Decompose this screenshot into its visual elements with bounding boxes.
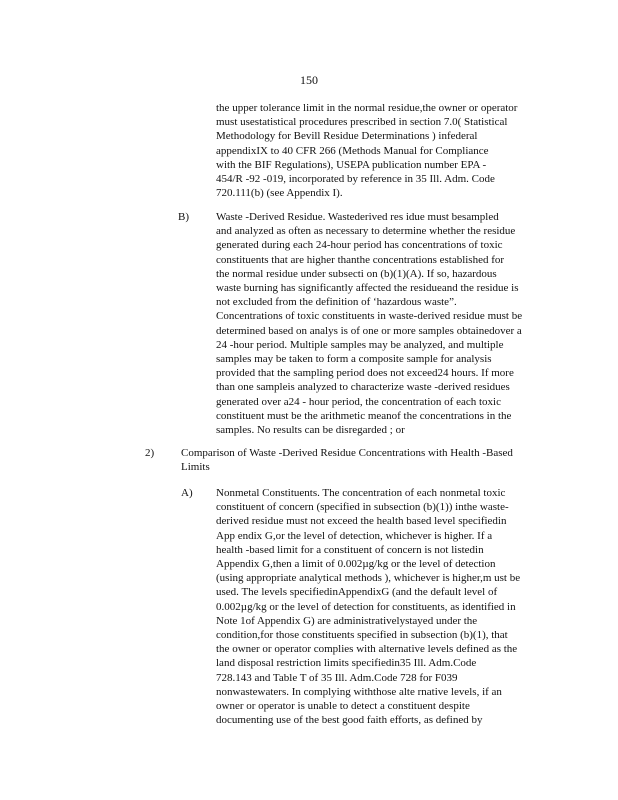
text-line: and analyzed as often as necessary to determine whether the residue [216,225,516,238]
text-line: generated over a24 - hour period, the concentration of each toxic [216,395,501,408]
text-line: the normal residue under subsecti on (b)(1)(A). If so, hazardous [216,267,497,280]
item-2-marker: 2) [145,447,155,459]
text-line: health -based limit for a constituent of concern is not listedin [216,543,484,556]
intro-paragraph [216,101,538,200]
text-line: derived residue must not exceed the health based level specifiedin [216,515,507,528]
item-2-heading [181,446,541,474]
text-line: used. The levels specifiedinAppendixG (and the default level of [216,586,498,599]
text-line: App endix G,or the level of detection, whichever is higher. If a [216,529,493,542]
text-line: owner or operator is unable to detect a constituent despite [216,700,470,713]
text-line: 454/R -92 -019, incorporated by reference in 35 Ill. Adm. Code [216,173,495,186]
text-line: constituent of concern (specified in subsection (b)(1)) inthe waste- [216,501,509,514]
text-line: Waste -Derived Residue. Wastederived res idue must besampled [216,211,499,223]
text-line: waste burning has significantly affected the residueand the residue is [216,282,519,295]
item-b-paragraph [216,210,546,437]
text-line: 720.111(b) (see Appendix I). [216,187,343,200]
text-line: than one sampleis analyzed to characterize waste -derived residues [216,381,510,394]
text-line: generated during each 24-hour period has concentrations of toxic [216,239,503,252]
text-line: land disposal restriction limits specifiedin35 Ill. Adm.Code [216,657,477,670]
text-line: determined based on analys is of one or more samples obtainedover a [216,324,522,337]
text-line: Nonmetal Constituents. The concentration of each nonmetal toxic [216,487,506,499]
page-number: 150 [300,73,318,87]
text-line: samples may be taken to form a composite sample for analysis [216,353,492,366]
text-line: 728.143 and Table T of 35 Ill. Adm.Code 728 for F039 [216,671,458,684]
text-line: 0.002µg/kg or the level of detection for constituents, as identified in [216,600,516,613]
text-line: the upper tolerance limit in the normal residue,the owner or operator [216,102,518,114]
text-line: samples. No results can be disregarded ; or [216,424,405,437]
text-line: provided that the sampling period does not exceed24 hours. If more [216,367,514,380]
text-line: Note 1of Appendix G) are administrativelystayed under the [216,614,478,627]
text-line: Limits [181,461,210,474]
text-line: Appendix G,then a limit of 0.002µg/kg or the level of detection [216,558,496,571]
text-line: documenting use of the best good faith efforts, as defined by [216,714,483,727]
text-line: (using appropriate analytical methods ), whichever is higher,m ust be [216,572,521,585]
text-line: not excluded from the definition of ‘hazardous waste”. [216,296,457,309]
text-line: condition,for those constituents specified in subsection (b)(1), that [216,629,508,642]
text-line: 24 -hour period. Multiple samples may be analyzed, and multiple [216,338,504,351]
text-line: appendixIX to 40 CFR 266 (Methods Manual for Compliance [216,144,489,157]
text-line: nonwastewaters. In complying withthose alte rnative levels, if an [216,685,502,698]
item-a-marker: A) [181,487,193,499]
item-a-paragraph [216,486,546,727]
text-line: Methodology for Bevill Residue Determinations ) infederal [216,130,478,143]
text-line: constituents that are higher thanthe concentrations established for [216,253,505,266]
text-line: Comparison of Waste -Derived Residue Concentrations with Health -Based [181,447,513,459]
item-b-marker: B) [178,211,189,223]
text-line: with the BIF Regulations), USEPA publication number EPA - [216,158,487,171]
text-line: Concentrations of toxic constituents in waste-derived residue must be [216,310,523,323]
text-line: must usestatistical procedures prescribed in section 7.0( Statistical [216,116,508,129]
text-line: the owner or operator complies with alternative levels defined as the [216,643,518,656]
text-line: constituent must be the arithmetic meanof the concentrations in the [216,409,512,422]
